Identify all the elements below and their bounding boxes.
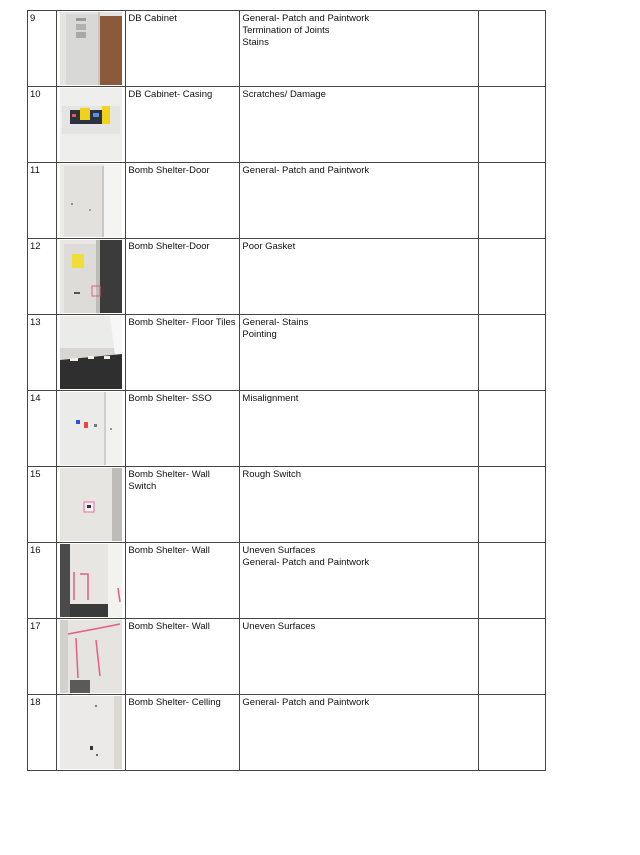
- table-row: [28, 619, 546, 695]
- defect-cell: [240, 467, 479, 543]
- location-cell: [126, 87, 240, 163]
- remarks-cell: [479, 467, 546, 543]
- photo-cell: [57, 391, 126, 467]
- defect-text: Stains: [242, 37, 269, 48]
- defect-cell: [240, 315, 479, 391]
- table-row: [28, 87, 546, 163]
- location-text: DB Cabinet- Casing: [128, 89, 213, 100]
- table-row: [28, 239, 546, 315]
- photo-cell: [57, 163, 126, 239]
- defect-text: General- Patch and Paintwork: [242, 557, 370, 568]
- location-cell: [126, 467, 240, 543]
- item-number: 9: [28, 11, 57, 87]
- defect-cell: [240, 619, 479, 695]
- db-cabinet-photo: [60, 12, 122, 85]
- defect-cell: [240, 163, 479, 239]
- floor-tiles-photo: [60, 316, 122, 389]
- remarks-cell: [479, 695, 546, 771]
- defect-text: General- Stains: [242, 317, 309, 328]
- defect-cell: [240, 391, 479, 467]
- defect-text: Poor Gasket: [242, 241, 296, 252]
- item-number: 14: [28, 391, 57, 467]
- location-text: Bomb Shelter- Floor Tiles: [128, 317, 236, 328]
- location-cell: [126, 543, 240, 619]
- item-number: 15: [28, 467, 57, 543]
- defect-cell: [240, 695, 479, 771]
- remarks-cell: [479, 239, 546, 315]
- db-casing-photo: [60, 88, 122, 161]
- defect-cell: [240, 239, 479, 315]
- location-text: Bomb Shelter- Wall: [128, 621, 210, 632]
- table-row: [28, 11, 546, 87]
- table-row: [28, 467, 546, 543]
- sso-photo: [60, 392, 122, 465]
- location-text: Bomb Shelter- SSO: [128, 393, 212, 404]
- location-cell: [126, 11, 240, 87]
- defect-text: General- Patch and Paintwork: [242, 697, 370, 708]
- defect-text: General- Patch and Paintwork: [242, 13, 370, 24]
- remarks-cell: [479, 11, 546, 87]
- defect-text: General- Patch and Paintwork: [242, 165, 370, 176]
- item-number: 12: [28, 239, 57, 315]
- remarks-cell: [479, 543, 546, 619]
- defect-cell: [240, 11, 479, 87]
- table-row: [28, 391, 546, 467]
- location-text: Bomb Shelter-Door: [128, 165, 210, 176]
- item-number: 13: [28, 315, 57, 391]
- remarks-cell: [479, 619, 546, 695]
- photo-cell: [57, 239, 126, 315]
- defect-text: Rough Switch: [242, 469, 302, 480]
- item-number: 11: [28, 163, 57, 239]
- photo-cell: [57, 11, 126, 87]
- defect-text: Scratches/ Damage: [242, 89, 326, 100]
- location-text: DB Cabinet: [128, 13, 177, 24]
- item-number: 10: [28, 87, 57, 163]
- photo-cell: [57, 315, 126, 391]
- defect-table: [27, 10, 546, 771]
- item-number: 16: [28, 543, 57, 619]
- location-cell: [126, 391, 240, 467]
- photo-cell: [57, 87, 126, 163]
- photo-cell: [57, 619, 126, 695]
- location-cell: [126, 695, 240, 771]
- defect-table-body: [28, 11, 546, 771]
- photo-cell: [57, 695, 126, 771]
- defect-text: Misalignment: [242, 393, 299, 404]
- remarks-cell: [479, 315, 546, 391]
- location-text: Bomb Shelter- Celling: [128, 697, 221, 708]
- table-row: [28, 543, 546, 619]
- remarks-cell: [479, 87, 546, 163]
- shelter-wall-photo: [60, 544, 122, 617]
- table-row: [28, 163, 546, 239]
- location-text: Switch: [128, 481, 157, 492]
- ceiling-photo: [60, 696, 122, 769]
- shelter-door-gasket-photo: [60, 240, 122, 313]
- photo-cell: [57, 543, 126, 619]
- location-text: Bomb Shelter-Door: [128, 241, 210, 252]
- table-row: [28, 695, 546, 771]
- location-cell: [126, 239, 240, 315]
- defect-cell: [240, 87, 479, 163]
- location-cell: [126, 163, 240, 239]
- location-cell: [126, 315, 240, 391]
- shelter-wall-marked-photo: [60, 620, 122, 693]
- location-cell: [126, 619, 240, 695]
- shelter-door-photo: [60, 164, 122, 237]
- wall-switch-photo: [60, 468, 122, 541]
- table-row: [28, 315, 546, 391]
- remarks-cell: [479, 163, 546, 239]
- location-text: Bomb Shelter- Wall: [128, 469, 210, 480]
- item-number: 18: [28, 695, 57, 771]
- defect-text: Uneven Surfaces: [242, 545, 316, 556]
- photo-cell: [57, 467, 126, 543]
- remarks-cell: [479, 391, 546, 467]
- location-text: Bomb Shelter- Wall: [128, 545, 210, 556]
- item-number: 17: [28, 619, 57, 695]
- defect-text: Uneven Surfaces: [242, 621, 316, 632]
- defect-text: Pointing: [242, 329, 277, 340]
- defect-cell: [240, 543, 479, 619]
- defect-text: Termination of Joints: [242, 25, 330, 36]
